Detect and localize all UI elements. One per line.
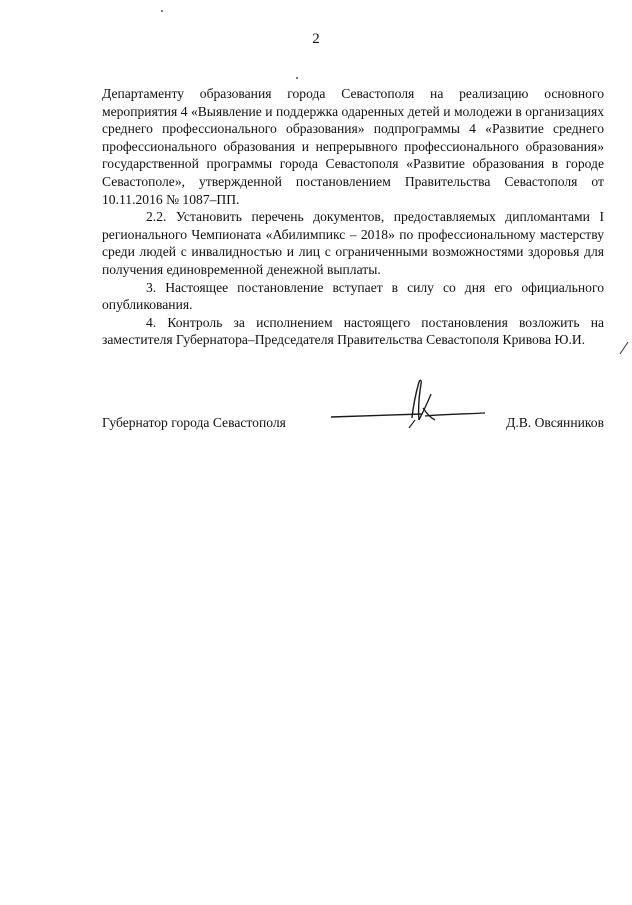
margin-pen-mark bbox=[618, 340, 630, 356]
signatory-position: Губернатор города Севастополя bbox=[102, 415, 286, 430]
paragraph-2-2: 2.2. Установить перечень документов, предоставляемых дипломантами I регионального Чемпионата «Абилимпикс – 2018» по профессиональному мастерству среди людей с инвалидностью и лиц с ограниченными возможностями здоровья для получения единовременной денежной выплаты. bbox=[102, 209, 604, 277]
page-number: 2 bbox=[312, 31, 320, 47]
paragraph-continuation: Департаменту образования города Севастополя на реализацию основного мероприятия 4 «Выявление и поддержка одаренных детей и молодежи в организациях среднего профессионального образования» подпрограммы 4 «Развитие среднего профессионального образования и непрерывного профессионального образования» государственной программы города Севастополя «Развитие образования в городе Севастополе», утвержденной постановлением Правительства Севастополя от 10.11.2016 № 1087–ПП. bbox=[102, 86, 604, 207]
handwritten-signature bbox=[327, 376, 487, 436]
scan-speck bbox=[296, 77, 298, 79]
paragraph-3: 3. Настоящее постановление вступает в силу со дня его официального опубликования. bbox=[102, 279, 604, 313]
paragraph-4: 4. Контроль за исполнением настоящего постановления возложить на заместителя Губернатора–Председателя Правительства Севастополя Кривова Ю.И. bbox=[102, 314, 604, 348]
scan-speck bbox=[161, 10, 163, 12]
signatory-name: Д.В. Овсянников bbox=[506, 415, 604, 430]
document-body bbox=[102, 85, 604, 349]
signature-block bbox=[102, 404, 604, 448]
